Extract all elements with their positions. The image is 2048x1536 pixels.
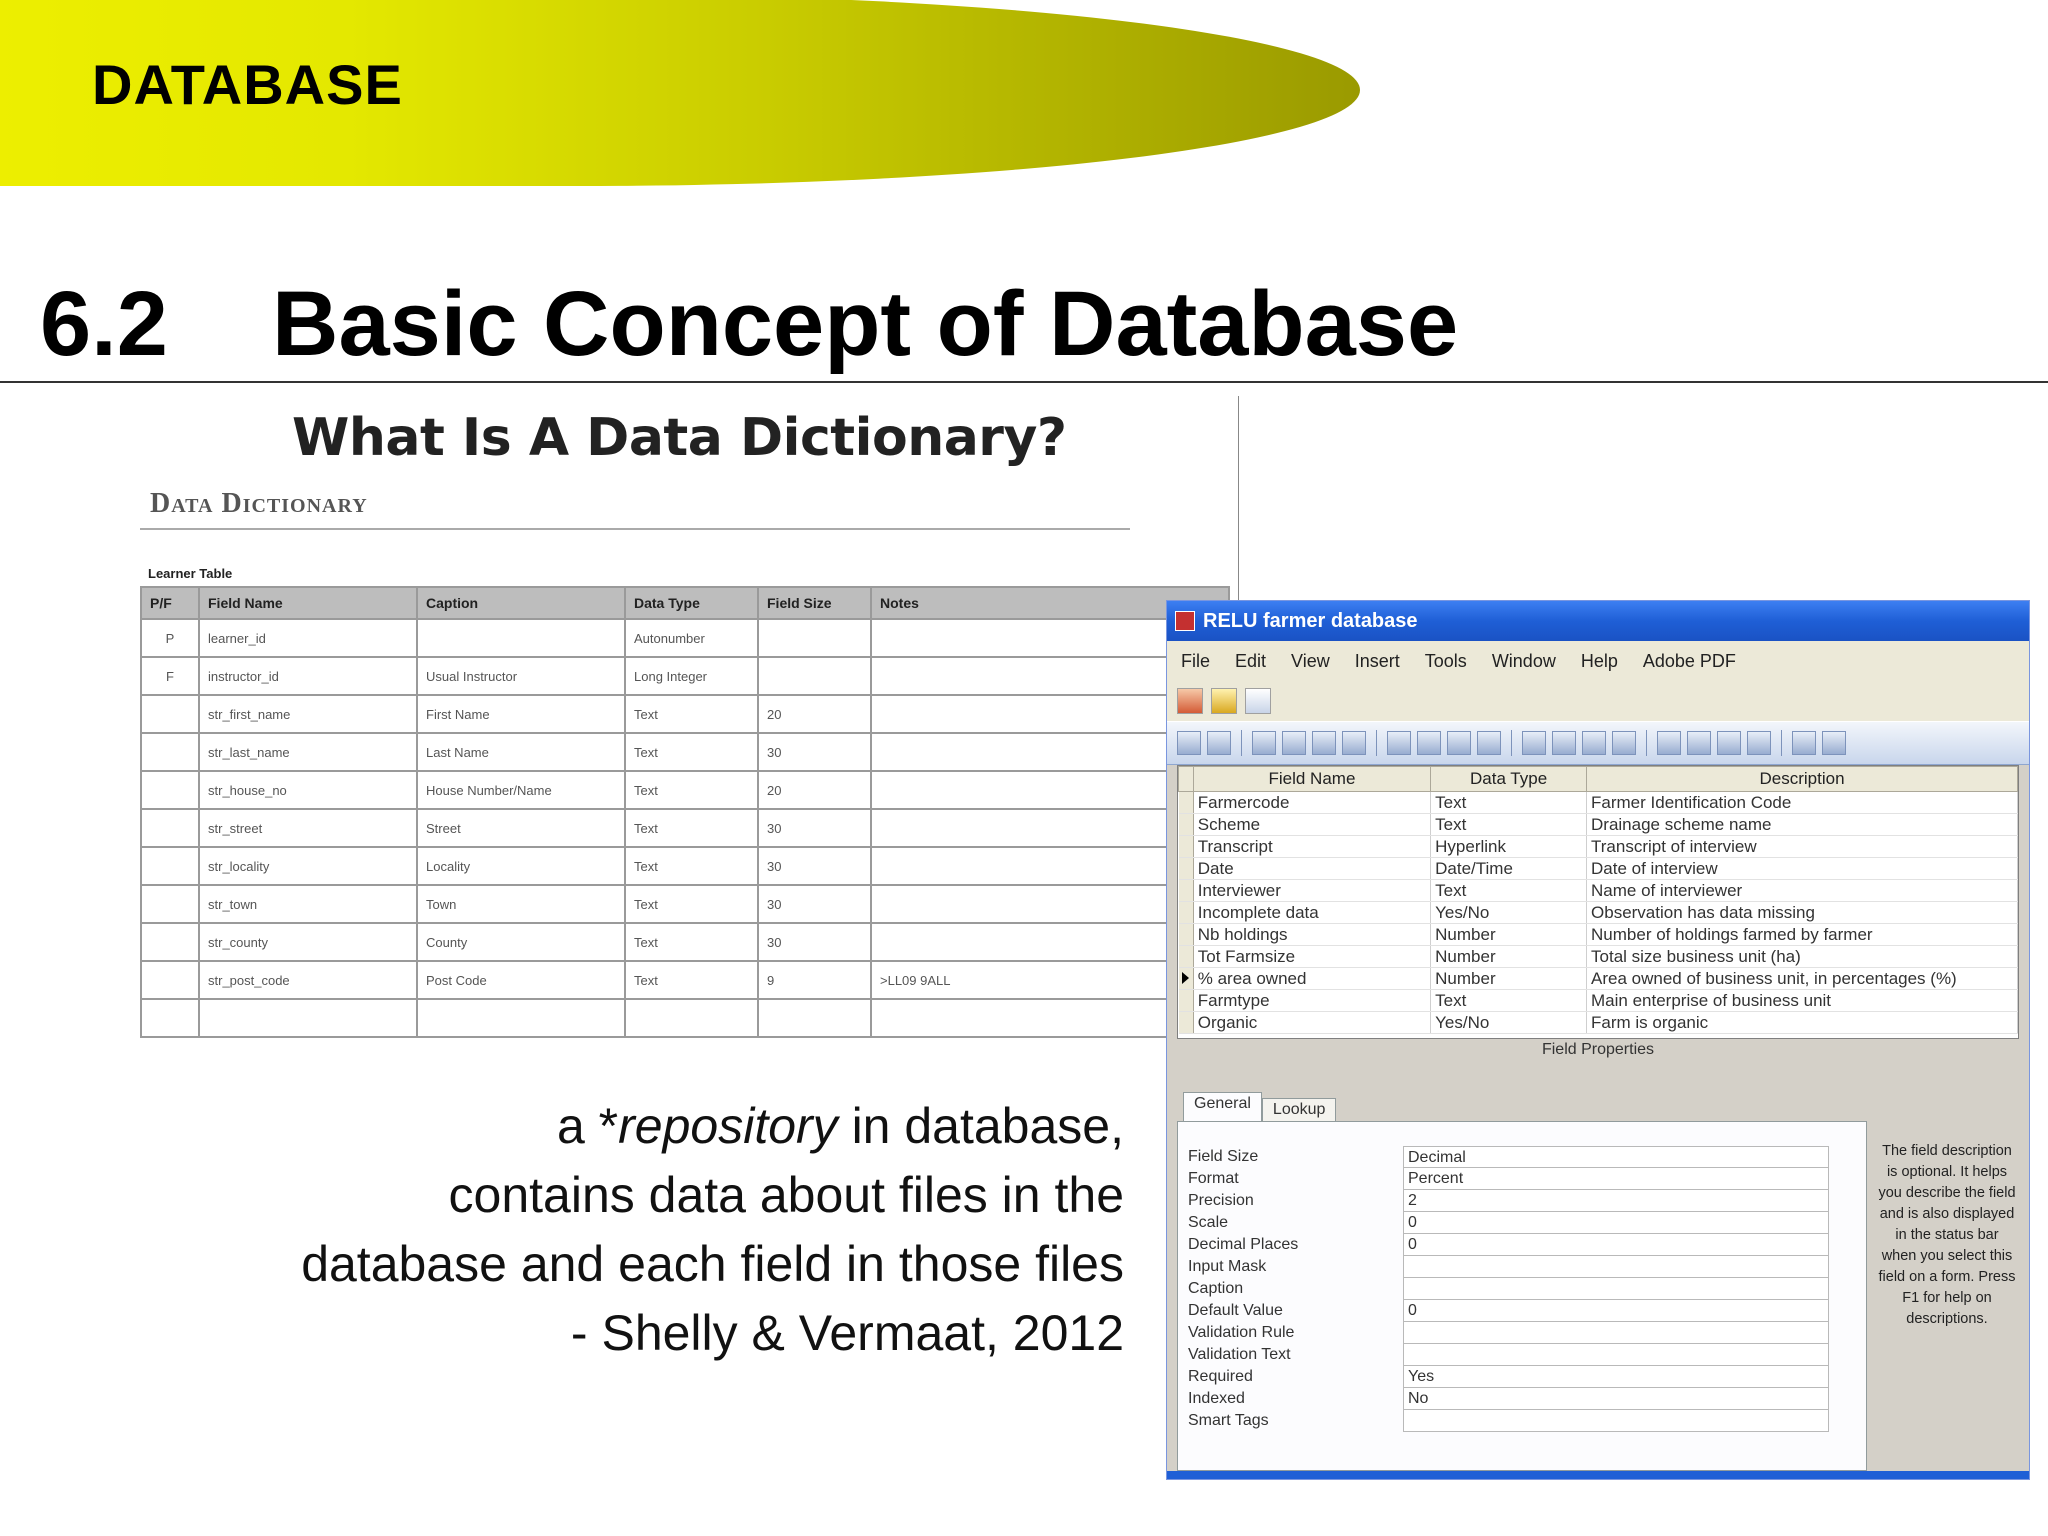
row-selector[interactable] — [1179, 792, 1194, 814]
grid-cell[interactable]: Organic — [1193, 1012, 1430, 1034]
properties-help-text: The field description is optional. It helps you describe the field and is also displayed in the status bar when you select this field on a form. Press F1 for help on descriptions. — [1878, 1143, 2016, 1327]
property-name: Decimal Places — [1188, 1236, 1299, 1253]
dictionary-cell: Usual Instructor — [417, 657, 625, 695]
cut-icon[interactable] — [1387, 731, 1411, 755]
dictionary-cell — [199, 999, 417, 1037]
database-window-icon[interactable] — [1792, 731, 1816, 755]
spelling-icon[interactable] — [1342, 731, 1366, 755]
row-selector-header — [1179, 767, 1194, 792]
format-painter-icon[interactable] — [1477, 731, 1501, 755]
property-name: Validation Rule — [1188, 1324, 1295, 1341]
dictionary-cell — [758, 999, 871, 1037]
grid-cell[interactable]: Farm is organic — [1587, 1012, 2018, 1034]
property-name: Format — [1188, 1170, 1239, 1187]
toolbar-separator — [1241, 730, 1242, 756]
row-selector[interactable] — [1179, 1012, 1194, 1034]
grid-cell[interactable]: Text — [1431, 792, 1587, 814]
row-selector[interactable] — [1179, 902, 1194, 924]
dictionary-cell — [141, 923, 199, 961]
row-selector[interactable] — [1179, 858, 1194, 880]
dictionary-table — [140, 586, 1230, 1038]
dictionary-cell — [141, 847, 199, 885]
toolbar-secondary — [1167, 721, 2029, 765]
property-name: Default Value — [1188, 1302, 1283, 1319]
menu-item-window[interactable]: Window — [1491, 650, 1556, 671]
row-selector[interactable] — [1179, 836, 1194, 858]
dictionary-cell: Text — [625, 771, 758, 809]
dictionary-cell: str_town — [199, 885, 417, 923]
table-view-icon[interactable] — [1177, 688, 1203, 714]
design-grid — [1177, 765, 2019, 1039]
toolbar-separator — [1781, 730, 1782, 756]
quote-line-3: database and each field in those files — [301, 1236, 1124, 1292]
grid-cell[interactable]: Main enterprise of business unit — [1587, 990, 2018, 1012]
property-row — [1178, 1146, 1866, 1168]
property-row — [1178, 1300, 1866, 1322]
property-row — [1178, 1256, 1866, 1278]
window-title: RELU farmer database — [1203, 610, 1418, 632]
dictionary-row — [141, 961, 1229, 999]
quote-emphasis: repository — [618, 1098, 838, 1154]
dictionary-cell: Post Code — [417, 961, 625, 999]
properties-icon[interactable] — [1717, 731, 1741, 755]
dictionary-cell: House Number/Name — [417, 771, 625, 809]
row-selector[interactable] — [1179, 968, 1194, 990]
dictionary-cell: str_last_name — [199, 733, 417, 771]
property-value[interactable] — [1403, 1322, 1829, 1344]
property-row — [1178, 1278, 1866, 1300]
delete-rows-icon[interactable] — [1687, 731, 1711, 755]
grid-cell[interactable]: Yes/No — [1431, 902, 1587, 924]
property-value[interactable]: Decimal — [1403, 1146, 1829, 1168]
grid-cell[interactable]: Farmercode — [1193, 792, 1430, 814]
insert-rows-icon[interactable] — [1657, 731, 1681, 755]
dictionary-cell: Text — [625, 847, 758, 885]
property-name: Validation Text — [1188, 1346, 1291, 1363]
property-name: Scale — [1188, 1214, 1229, 1231]
property-value[interactable]: No — [1403, 1388, 1829, 1410]
property-value[interactable] — [1403, 1410, 1829, 1432]
property-row — [1178, 1234, 1866, 1256]
dictionary-cell: >LL09 9ALL — [871, 961, 1229, 999]
grid-row[interactable] — [1179, 858, 2018, 880]
grid-cell[interactable]: Incomplete data — [1193, 902, 1430, 924]
dictionary-row — [141, 847, 1229, 885]
window-titlebar[interactable] — [1167, 601, 2029, 641]
property-name: Field Size — [1188, 1148, 1259, 1165]
dictionary-heading: What Is A Data Dictionary? — [292, 408, 1067, 468]
dictionary-cell: First Name — [417, 695, 625, 733]
grid-row[interactable] — [1179, 902, 2018, 924]
dictionary-cell — [141, 961, 199, 999]
dictionary-column-header: Field Size — [758, 587, 871, 619]
dictionary-cell — [141, 809, 199, 847]
banner-title: DATABASE — [92, 53, 403, 116]
grid-cell[interactable]: Text — [1431, 990, 1587, 1012]
dictionary-cell: 30 — [758, 733, 871, 771]
key-icon[interactable] — [1211, 688, 1237, 714]
properties-tabs — [1177, 1091, 2017, 1121]
indexes-icon[interactable] — [1612, 731, 1636, 755]
menu-item-edit[interactable]: Edit — [1235, 650, 1267, 671]
tab-lookup[interactable]: Lookup — [1262, 1098, 1337, 1121]
undo-icon[interactable] — [1522, 731, 1546, 755]
primary-key-icon[interactable] — [1582, 731, 1606, 755]
grid-cell[interactable]: Area owned of business unit, in percentages (%) — [1587, 968, 2018, 990]
grid-row[interactable] — [1179, 946, 2018, 968]
menu-bar — [1167, 641, 2029, 681]
dictionary-cell: Street — [417, 809, 625, 847]
dictionary-cell: 30 — [758, 809, 871, 847]
dictionary-cell: Text — [625, 961, 758, 999]
dictionary-row — [141, 619, 1229, 657]
copy-icon[interactable] — [1417, 731, 1441, 755]
grid-cell[interactable]: Observation has data missing — [1587, 902, 2018, 924]
grid-cell[interactable]: Tot Farmsize — [1193, 946, 1430, 968]
property-row — [1178, 1212, 1866, 1234]
toolbar-primary — [1167, 681, 2029, 721]
dictionary-row — [141, 733, 1229, 771]
dictionary-cell: 30 — [758, 885, 871, 923]
quote-prefix: a * — [556, 1098, 619, 1154]
property-value[interactable]: 0 — [1403, 1212, 1829, 1234]
grid-row[interactable] — [1179, 968, 2018, 990]
menu-item-view[interactable]: View — [1291, 650, 1330, 671]
dictionary-row — [141, 885, 1229, 923]
dictionary-cell — [141, 999, 199, 1037]
dictionary-cell: str_street — [199, 809, 417, 847]
search-icon[interactable] — [1252, 731, 1276, 755]
row-selector[interactable] — [1179, 924, 1194, 946]
grid-cell[interactable]: Interviewer — [1193, 880, 1430, 902]
print-icon[interactable] — [1282, 731, 1306, 755]
property-name: Required — [1188, 1368, 1253, 1385]
property-name: Caption — [1188, 1280, 1244, 1297]
grid-cell[interactable]: % area owned — [1193, 968, 1430, 990]
grid-row[interactable] — [1179, 792, 2018, 814]
dictionary-column-header: Field Name — [199, 587, 417, 619]
grid-cell[interactable]: Text — [1431, 814, 1587, 836]
grid-row[interactable] — [1179, 880, 2018, 902]
dictionary-row — [141, 999, 1229, 1037]
quote-citation: - Shelly & Vermaat, 2012 — [570, 1305, 1124, 1361]
dictionary-cell — [417, 999, 625, 1037]
dictionary-row — [141, 771, 1229, 809]
dictionary-cell: Text — [625, 695, 758, 733]
grid-cell[interactable]: Farmer Identification Code — [1587, 792, 2018, 814]
property-value[interactable] — [1403, 1344, 1829, 1366]
toolbar-dropdown-icon[interactable] — [1245, 688, 1271, 714]
dictionary-subheading: Data Dictionary — [150, 488, 368, 519]
property-row — [1178, 1322, 1866, 1344]
grid-row[interactable] — [1179, 1012, 2018, 1034]
new-object-icon[interactable] — [1822, 731, 1846, 755]
access-app-icon — [1175, 611, 1195, 631]
dictionary-column-header: Notes — [871, 587, 1229, 619]
grid-cell[interactable]: Number — [1431, 946, 1587, 968]
property-row — [1178, 1388, 1866, 1410]
dictionary-cell: 20 — [758, 695, 871, 733]
dictionary-cell: 30 — [758, 847, 871, 885]
dictionary-row — [141, 809, 1229, 847]
dictionary-cell — [141, 695, 199, 733]
save-icon[interactable] — [1207, 731, 1231, 755]
preview-icon[interactable] — [1312, 731, 1336, 755]
grid-row[interactable] — [1179, 990, 2018, 1012]
dictionary-cell: Text — [625, 923, 758, 961]
dictionary-cell: 20 — [758, 771, 871, 809]
dictionary-column-header: P/F — [141, 587, 199, 619]
dictionary-rule — [140, 528, 1130, 530]
grid-cell[interactable]: Text — [1431, 880, 1587, 902]
grid-cell[interactable]: Transcript — [1193, 836, 1430, 858]
toolbar-separator — [1511, 730, 1512, 756]
toolbar-separator — [1646, 730, 1647, 756]
property-value[interactable]: 0 — [1403, 1300, 1829, 1322]
dictionary-cell: str_house_no — [199, 771, 417, 809]
grid-cell[interactable]: Transcript of interview — [1587, 836, 2018, 858]
dictionary-cell: 30 — [758, 923, 871, 961]
dictionary-row — [141, 695, 1229, 733]
dictionary-cell: instructor_id — [199, 657, 417, 695]
section-number: 6.2 — [40, 273, 168, 375]
vertical-divider — [1238, 396, 1239, 601]
properties-list — [1177, 1121, 1867, 1471]
dictionary-cell — [417, 619, 625, 657]
dictionary-cell — [758, 657, 871, 695]
grid-cell[interactable]: Name of interviewer — [1587, 880, 2018, 902]
title-underline — [0, 381, 2048, 383]
dictionary-cell — [758, 619, 871, 657]
row-selector[interactable] — [1179, 946, 1194, 968]
dictionary-table-name: Learner Table — [148, 566, 233, 581]
grid-cell[interactable]: Yes/No — [1431, 1012, 1587, 1034]
property-row — [1178, 1410, 1866, 1432]
grid-column-header: Field Name — [1193, 767, 1430, 792]
dictionary-cell: str_locality — [199, 847, 417, 885]
property-name: Input Mask — [1188, 1258, 1267, 1275]
menu-item-tools[interactable]: Tools — [1424, 650, 1467, 671]
property-value[interactable]: Yes — [1403, 1366, 1829, 1388]
menu-item-insert[interactable]: Insert — [1354, 650, 1400, 671]
row-selector[interactable] — [1179, 814, 1194, 836]
window-bottom-border — [1167, 1471, 2029, 1479]
dictionary-cell: Town — [417, 885, 625, 923]
dictionary-cell: County — [417, 923, 625, 961]
dictionary-cell — [625, 999, 758, 1037]
redo-icon[interactable] — [1552, 731, 1576, 755]
dictionary-cell: learner_id — [199, 619, 417, 657]
grid-cell[interactable]: Date of interview — [1587, 858, 2018, 880]
dictionary-cell: str_post_code — [199, 961, 417, 999]
dictionary-row — [141, 657, 1229, 695]
property-name: Precision — [1188, 1192, 1254, 1209]
access-window — [1166, 600, 2030, 1480]
property-row — [1178, 1344, 1866, 1366]
property-row — [1178, 1168, 1866, 1190]
dictionary-cell: Locality — [417, 847, 625, 885]
dictionary-cell: Autonumber — [625, 619, 758, 657]
dictionary-cell: str_county — [199, 923, 417, 961]
dictionary-column-header: Data Type — [625, 587, 758, 619]
field-properties-label: Field Properties — [1541, 1041, 1655, 1058]
menu-item-help[interactable]: Help — [1580, 650, 1618, 671]
property-row — [1178, 1190, 1866, 1212]
dictionary-cell: P — [141, 619, 199, 657]
property-value[interactable] — [1403, 1256, 1829, 1278]
grid-cell[interactable]: Drainage scheme name — [1587, 814, 2018, 836]
menu-item-adobe-pdf[interactable]: Adobe PDF — [1642, 650, 1736, 671]
dictionary-cell — [141, 733, 199, 771]
field-properties-panel — [1177, 1091, 2017, 1471]
tab-general[interactable]: General — [1183, 1092, 1262, 1121]
dictionary-cell: str_first_name — [199, 695, 417, 733]
property-name: Smart Tags — [1188, 1412, 1269, 1429]
quote-line-2: contains data about files in the — [448, 1167, 1124, 1223]
property-name: Indexed — [1188, 1390, 1245, 1407]
dictionary-row — [141, 923, 1229, 961]
grid-cell[interactable]: Farmtype — [1193, 990, 1430, 1012]
row-selector[interactable] — [1179, 880, 1194, 902]
dictionary-cell: Text — [625, 733, 758, 771]
grid-column-header: Data Type — [1431, 767, 1587, 792]
property-row — [1178, 1366, 1866, 1388]
dictionary-cell — [141, 885, 199, 923]
grid-row[interactable] — [1179, 924, 2018, 946]
build-icon[interactable] — [1747, 731, 1771, 755]
dictionary-cell: Last Name — [417, 733, 625, 771]
dictionary-cell: Long Integer — [625, 657, 758, 695]
section-title: Basic Concept of Database — [272, 273, 1459, 375]
dictionary-cell: Text — [625, 885, 758, 923]
grid-cell[interactable]: Scheme — [1193, 814, 1430, 836]
grid-cell[interactable]: Number of holdings farmed by farmer — [1587, 924, 2018, 946]
dictionary-cell: Text — [625, 809, 758, 847]
dictionary-cell: F — [141, 657, 199, 695]
grid-cell[interactable]: Date — [1193, 858, 1430, 880]
quote-line-1 — [224, 1092, 1124, 1161]
property-value[interactable]: 0 — [1403, 1234, 1829, 1256]
grid-cell[interactable]: Hyperlink — [1431, 836, 1587, 858]
header-banner — [0, 0, 1360, 186]
property-value[interactable]: Percent — [1403, 1168, 1829, 1190]
grid-cell[interactable]: Number — [1431, 924, 1587, 946]
toolbar-separator — [1376, 730, 1377, 756]
row-selector[interactable] — [1179, 990, 1194, 1012]
dictionary-column-header: Caption — [417, 587, 625, 619]
property-value[interactable]: 2 — [1403, 1190, 1829, 1212]
property-value[interactable] — [1403, 1278, 1829, 1300]
grid-cell[interactable]: Date/Time — [1431, 858, 1587, 880]
quote-suffix: in database, — [837, 1098, 1124, 1154]
menu-item-file[interactable]: File — [1181, 650, 1211, 671]
grid-cell[interactable]: Number — [1431, 968, 1587, 990]
grid-row[interactable] — [1179, 836, 2018, 858]
view-icon[interactable] — [1177, 731, 1201, 755]
definition-quote — [224, 1092, 1124, 1368]
grid-row[interactable] — [1179, 814, 2018, 836]
dictionary-cell: 9 — [758, 961, 871, 999]
paste-icon[interactable] — [1447, 731, 1471, 755]
grid-cell[interactable]: Total size business unit (ha) — [1587, 946, 2018, 968]
dictionary-cell — [141, 771, 199, 809]
grid-column-header: Description — [1587, 767, 2018, 792]
grid-cell[interactable]: Nb holdings — [1193, 924, 1430, 946]
slide-title — [40, 272, 1458, 377]
